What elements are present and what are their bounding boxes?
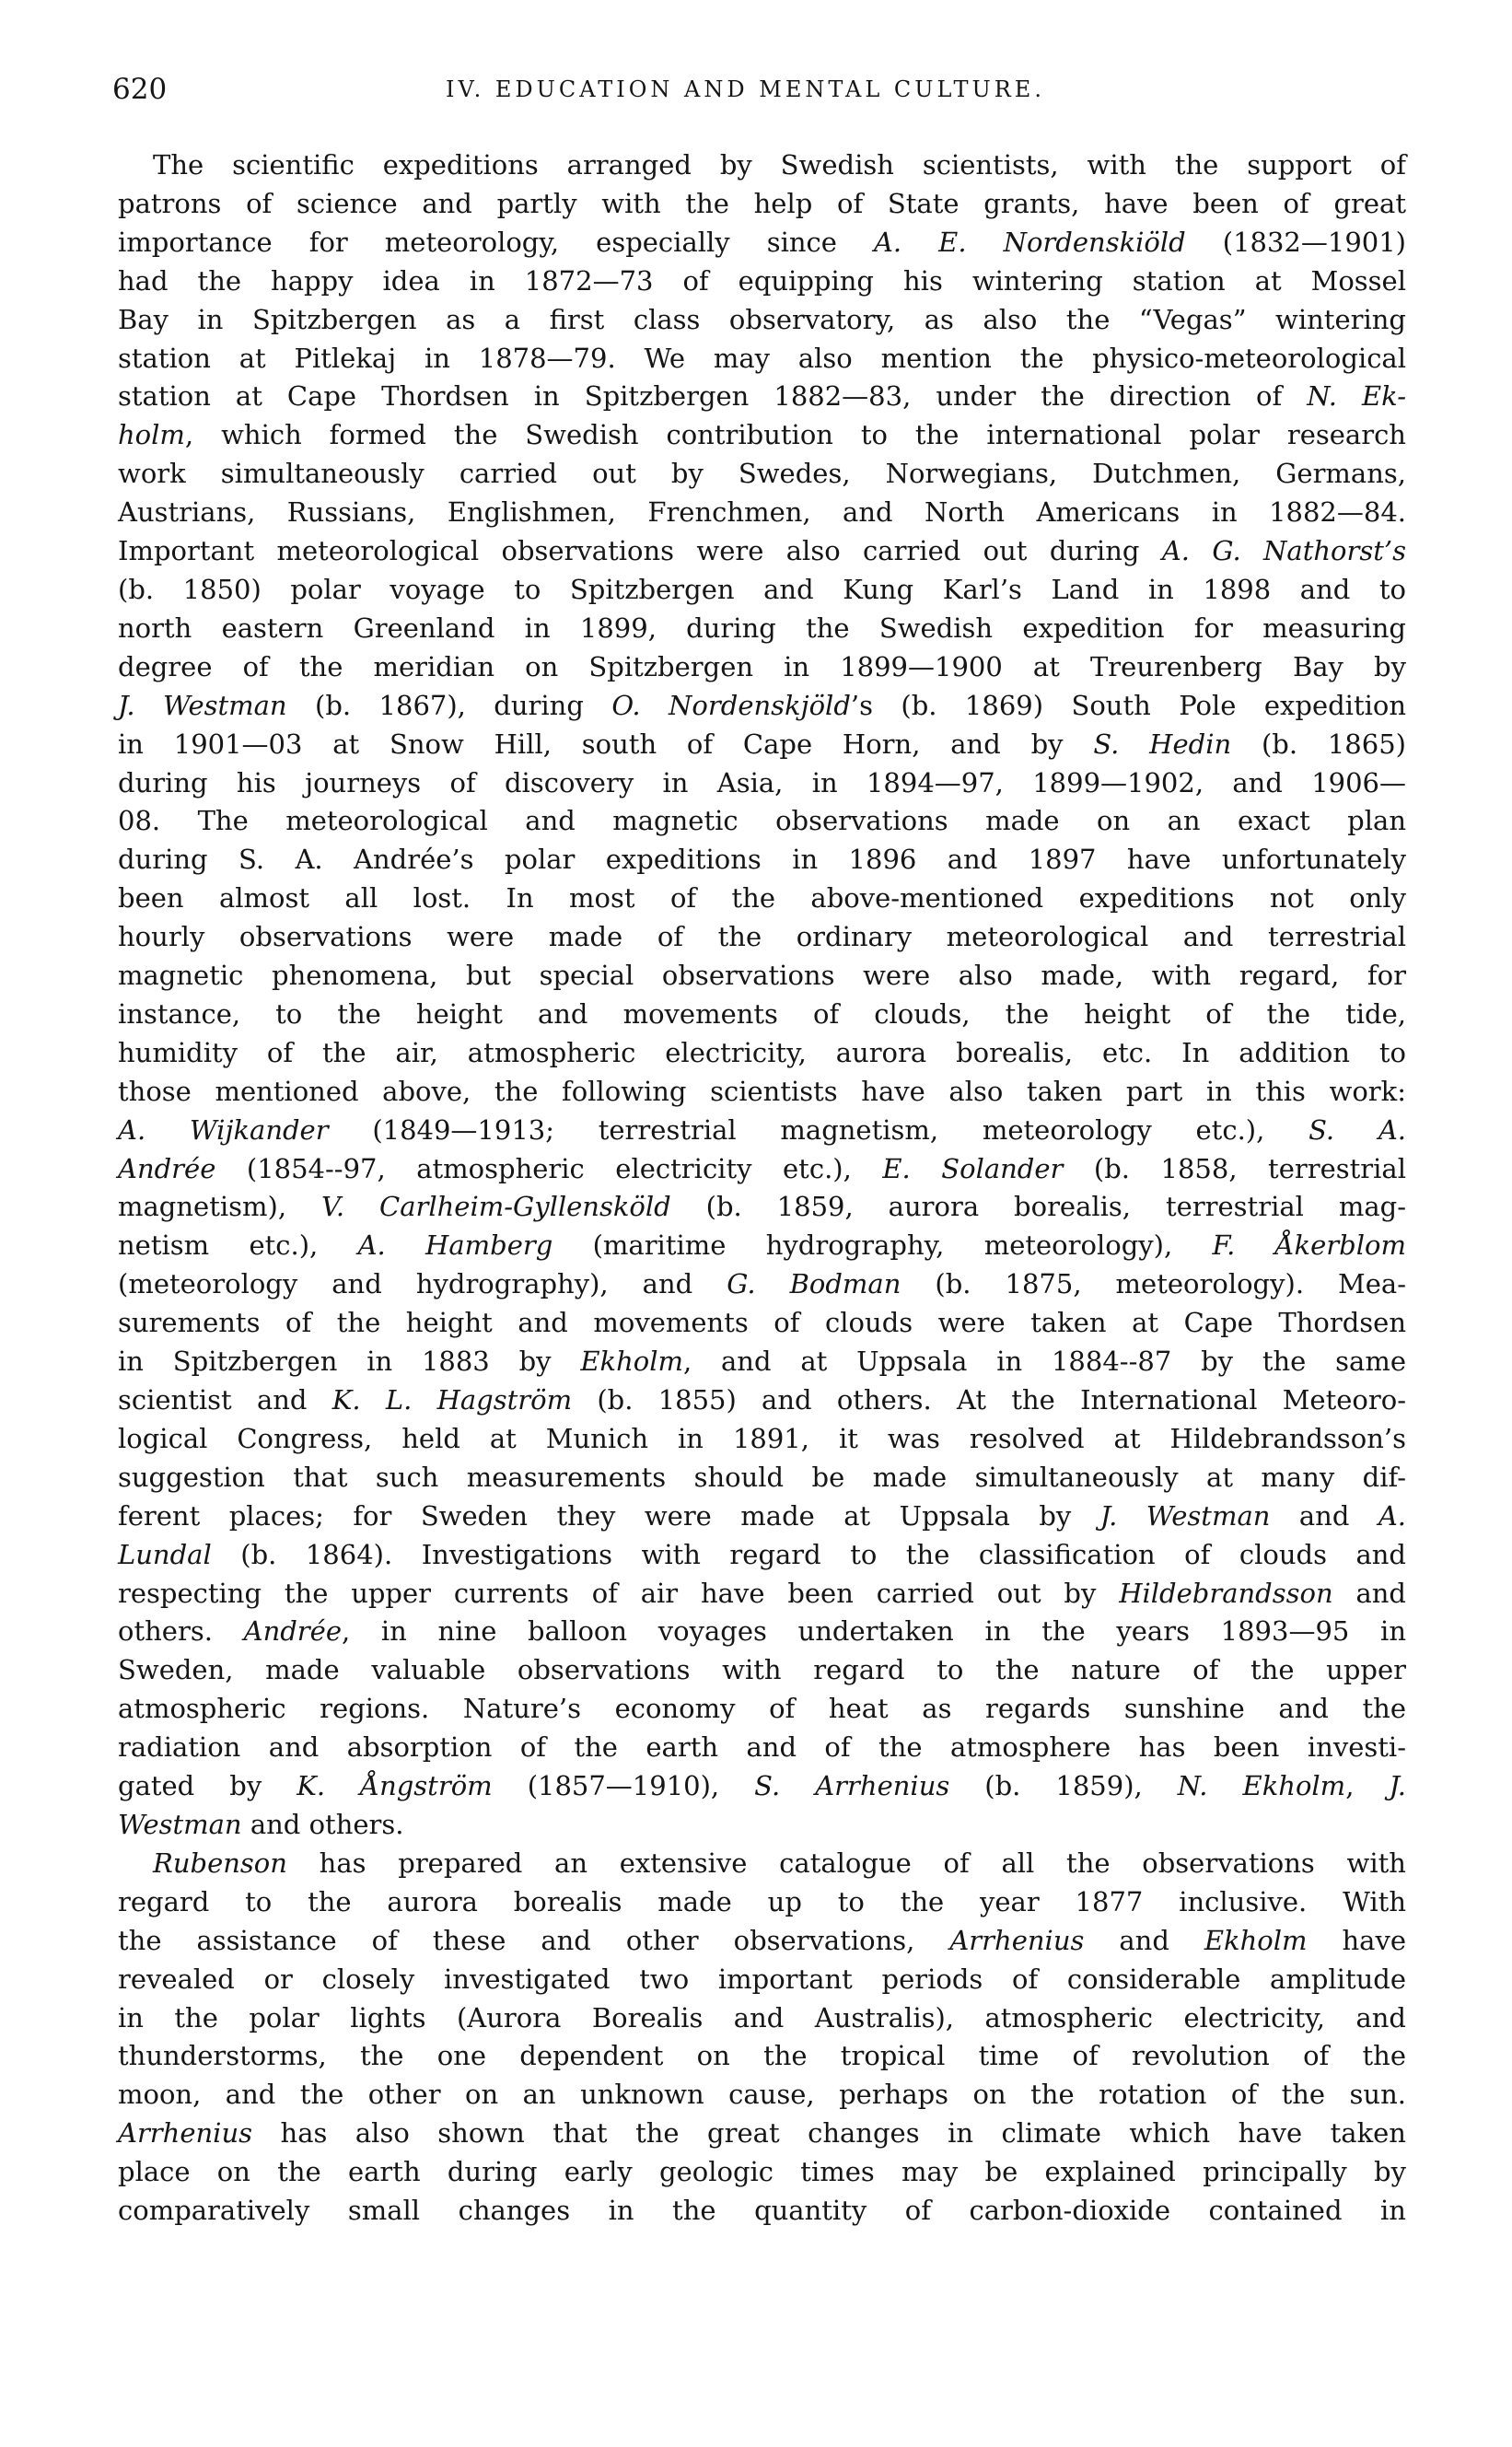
person-name: Andrée: [118, 1152, 216, 1184]
text-run: importance for meteorology, especially since: [118, 226, 874, 258]
person-name: F. Åkerblom: [1212, 1229, 1406, 1262]
text-run: radiation and absorption of the earth and of the atmosphere has been investi-: [118, 1731, 1406, 1764]
text-line: [118, 957, 1406, 996]
text-run: station at Pitlekaj in 1878—79. We may also mention the physico-meteorological: [118, 342, 1406, 374]
person-name: J.: [1389, 1770, 1407, 1802]
text-line: [118, 1613, 1406, 1651]
text-line: [118, 301, 1406, 340]
text-run: and: [1270, 1499, 1378, 1532]
text-line: [118, 726, 1406, 764]
text-run: and: [1332, 1577, 1407, 1609]
text-line: [118, 1806, 1406, 1845]
person-name: E. Solander: [882, 1152, 1064, 1184]
text-run: been almost all lost. In most of the above-mentioned expeditions not only: [118, 882, 1406, 915]
text-line: [118, 455, 1406, 494]
text-run: has prepared an extensive catalogue of all the observations with: [286, 1847, 1406, 1879]
text-line: [118, 1420, 1406, 1459]
text-run: has also shown that the great changes in climate which have taken: [252, 2117, 1406, 2150]
page-number: 620: [112, 73, 168, 106]
text-line: [118, 1188, 1406, 1227]
text-line: [118, 687, 1406, 726]
body-text: [118, 146, 1406, 2231]
text-run: (b. 1858, terrestrial: [1063, 1152, 1407, 1184]
text-run: others.: [118, 1615, 244, 1648]
text-line: [118, 610, 1406, 648]
text-run: surements of the height and movements of clouds were taken at Cape Thordsen: [118, 1307, 1406, 1339]
text-line: [118, 1497, 1406, 1536]
text-line: [118, 1767, 1406, 1806]
text-line: [118, 1690, 1406, 1729]
text-line: [118, 764, 1406, 803]
text-line: [118, 802, 1406, 841]
text-line: [118, 416, 1406, 455]
person-name: holm: [118, 419, 185, 451]
text-line: [118, 1112, 1406, 1150]
text-line: [118, 1883, 1406, 1922]
text-run: north eastern Greenland in 1899, during the Swedish expedition for measuring: [118, 612, 1406, 644]
text-line: [118, 1150, 1406, 1189]
person-name: S. Arrhenius: [754, 1770, 950, 1802]
text-run: , and at Uppsala in 1884--87 by the same: [682, 1346, 1406, 1378]
text-run: Sweden, made valuable observations with regard to the nature of the upper: [118, 1654, 1406, 1686]
text-run: (b. 1850) polar voyage to Spitzbergen and Kung Karl’s Land in 1898 and to: [118, 573, 1406, 605]
text-run: gated by: [118, 1770, 297, 1802]
text-run: The scientific expeditions arranged by Swedish scientists, with the support of: [153, 149, 1406, 181]
text-line: [118, 185, 1406, 224]
person-name: A.: [1378, 1499, 1406, 1532]
running-title: IV. EDUCATION AND MENTAL CULTURE.: [446, 76, 1045, 102]
text-run: place on the earth during early geologic times may be explained principally by: [118, 2156, 1406, 2188]
text-line: [118, 1381, 1406, 1420]
text-run: moon, and the other on an unknown cause, perhaps on the rotation of the sun.: [118, 2079, 1406, 2111]
text-run: and: [1084, 1924, 1204, 1956]
person-name: K. Ångström: [297, 1770, 493, 1802]
person-name: A. Wijkander: [118, 1113, 329, 1146]
text-run: degree of the meridian on Spitzbergen in 1899—1900 at Treurenberg Bay by: [118, 650, 1406, 682]
person-name: Hildebrandsson: [1119, 1577, 1333, 1609]
person-name: A. G. Nathorst’s: [1161, 535, 1407, 567]
text-line: [118, 648, 1406, 687]
text-line: [118, 1343, 1406, 1381]
person-name: J. Westman: [1099, 1499, 1271, 1532]
person-name: Rubenson: [153, 1847, 287, 1879]
text-run: (1857—1910),: [492, 1770, 755, 1802]
person-name: Ekholm: [1204, 1924, 1308, 1956]
text-line: [118, 996, 1406, 1034]
text-run: (1854--97, atmospheric electricity etc.),: [215, 1152, 883, 1184]
person-name: V. Carlheim-Gyllensköld: [320, 1191, 671, 1223]
text-run: , in nine balloon voyages undertaken in the years 1893—95 in: [342, 1615, 1407, 1648]
text-run: in the polar lights (Aurora Borealis and Australis), atmospheric electricity, and: [118, 2001, 1406, 2033]
person-name: S. A.: [1308, 1113, 1407, 1146]
text-run: in 1901—03 at Snow Hill, south of Cape Horn, and by: [118, 728, 1094, 760]
text-run: (b. 1864). Investigations with regard to the classification of clouds and: [211, 1538, 1406, 1570]
text-run: in Spitzbergen in 1883 by: [118, 1346, 581, 1378]
text-line: [118, 1961, 1406, 1999]
text-run: Austrians, Russians, Englishmen, Frenchmen, and North Americans in 1882—84.: [118, 496, 1406, 529]
text-line: [118, 378, 1406, 416]
text-line: [118, 1536, 1406, 1575]
text-run: (b. 1859),: [949, 1770, 1178, 1802]
text-run: ferent places; for Sweden they were made at Uppsala by: [118, 1499, 1100, 1532]
text-line: [118, 2153, 1406, 2192]
text-run: thunderstorms, the one dependent on the tropical time of revolution of the: [118, 2040, 1406, 2072]
person-name: N. Ek-: [1307, 380, 1406, 413]
text-line: [118, 1845, 1406, 1883]
person-name: S. Hedin: [1093, 728, 1232, 760]
text-run: have: [1307, 1924, 1406, 1956]
text-run: (b. 1859, aurora borealis, terrestrial mag-: [670, 1191, 1406, 1223]
text-line: [118, 224, 1406, 262]
text-run: and others.: [241, 1808, 404, 1840]
text-line: [118, 1729, 1406, 1767]
person-name: K. L. Hagström: [331, 1384, 573, 1416]
text-line: [118, 880, 1406, 918]
person-name: Arrhenius: [949, 1924, 1085, 1956]
text-line: [118, 1575, 1406, 1614]
text-run: humidity of the air, atmospheric electricity, aurora borealis, etc. In addition to: [118, 1036, 1406, 1068]
text-line: [118, 918, 1406, 957]
text-run: hourly observations were made of the ordinary meteorological and terrestrial: [118, 921, 1406, 953]
text-run: station at Cape Thordsen in Spitzbergen 1882—83, under the direction of: [118, 380, 1308, 413]
text-run: suggestion that such measurements should be made simultaneously at many dif-: [118, 1461, 1406, 1493]
text-run: scientist and: [118, 1384, 332, 1416]
text-run: instance, to the height and movements of clouds, the height of the tide,: [118, 997, 1406, 1030]
text-run: Important meteorological observations were also carried out during: [118, 535, 1162, 567]
text-line: [118, 1073, 1406, 1112]
text-line: [118, 2037, 1406, 2076]
text-line: [118, 494, 1406, 532]
text-run: Bay in Spitzbergen as a first class observatory, as also the “Vegas” wintering: [118, 303, 1406, 335]
text-line: [118, 1304, 1406, 1343]
text-run: (maritime hydrography, meteorology),: [552, 1229, 1213, 1262]
text-run: work simultaneously carried out by Swedes, Norwegians, Dutchmen, Germans,: [118, 458, 1406, 490]
person-name: O. Nordenskjöld: [611, 689, 851, 721]
text-run: revealed or closely investigated two important periods of considerable amplitude: [118, 1963, 1406, 1995]
text-line: [118, 1265, 1406, 1304]
text-line: [118, 1459, 1406, 1497]
person-name: Lundal: [118, 1538, 212, 1570]
person-name: N. Ekholm: [1177, 1770, 1346, 1802]
text-line: [118, 571, 1406, 610]
person-name: Westman: [118, 1808, 242, 1840]
person-name: Arrhenius: [118, 2117, 253, 2150]
paragraph: [118, 146, 1406, 1845]
text-run: during his journeys of discovery in Asia, in 1894—97, 1899—1902, and 1906—: [118, 766, 1406, 798]
text-line: [118, 262, 1406, 301]
text-line: [118, 2115, 1406, 2153]
text-run: (b. 1867), during: [286, 689, 612, 721]
text-line: [118, 841, 1406, 880]
text-line: [118, 2192, 1406, 2231]
text-run: had the happy idea in 1872—73 of equipping his wintering station at Mossel: [118, 264, 1406, 297]
text-line: [118, 1651, 1406, 1690]
text-line: [118, 1999, 1406, 2038]
text-run: ,: [1345, 1770, 1390, 1802]
text-run: during S. A. Andrée’s polar expeditions in 1896 and 1897 have unfortunately: [118, 844, 1406, 876]
text-run: 08. The meteorological and magnetic observations made on an exact plan: [118, 805, 1406, 837]
text-run: (meteorology and hydrography), and: [118, 1268, 727, 1300]
text-run: , which formed the Swedish contribution to the international polar research: [184, 419, 1406, 451]
text-line: [118, 146, 1406, 185]
text-run: (1832—1901): [1185, 226, 1406, 258]
text-run: (1849—1913; terrestrial magnetism, meteorology etc.),: [328, 1113, 1309, 1146]
text-line: [118, 532, 1406, 571]
text-run: the assistance of these and other observations,: [118, 1924, 950, 1956]
person-name: A. E. Nordenskiöld: [873, 226, 1186, 258]
person-name: Andrée: [243, 1615, 342, 1648]
text-run: (b. 1865): [1231, 728, 1406, 760]
text-line: [118, 2076, 1406, 2115]
text-run: those mentioned above, the following scientists have also taken part in this work:: [118, 1075, 1406, 1107]
text-run: respecting the upper currents of air have been carried out by: [118, 1577, 1120, 1609]
text-line: [118, 340, 1406, 379]
text-run: magnetism),: [118, 1191, 321, 1223]
paragraph: [118, 1845, 1406, 2231]
person-name: J. Westman: [118, 689, 287, 721]
text-run: (b. 1875, meteorology). Mea-: [901, 1268, 1406, 1300]
text-run: patrons of science and partly with the help of State grants, have been of great: [118, 187, 1406, 219]
text-run: atmospheric regions. Nature’s economy of heat as regards sunshine and the: [118, 1693, 1406, 1725]
person-name: A. Hamberg: [357, 1229, 553, 1262]
person-name: G. Bodman: [727, 1268, 901, 1300]
person-name: Ekholm: [580, 1346, 683, 1378]
text-line: [118, 1227, 1406, 1265]
text-run: comparatively small changes in the quantity of carbon-dioxide contained in: [118, 2195, 1406, 2227]
text-run: ’s (b. 1869) South Pole expedition: [850, 689, 1407, 721]
text-run: logical Congress, held at Munich in 1891, it was resolved at Hildebrandsson’s: [118, 1422, 1406, 1454]
text-line: [118, 1922, 1406, 1961]
text-run: (b. 1855) and others. At the International Meteoro-: [572, 1384, 1406, 1416]
text-run: magnetic phenomena, but special observations were also made, with regard, for: [118, 960, 1406, 992]
text-run: netism etc.),: [118, 1229, 358, 1262]
text-line: [118, 1034, 1406, 1073]
text-run: regard to the aurora borealis made up to the year 1877 inclusive. With: [118, 1885, 1406, 1917]
